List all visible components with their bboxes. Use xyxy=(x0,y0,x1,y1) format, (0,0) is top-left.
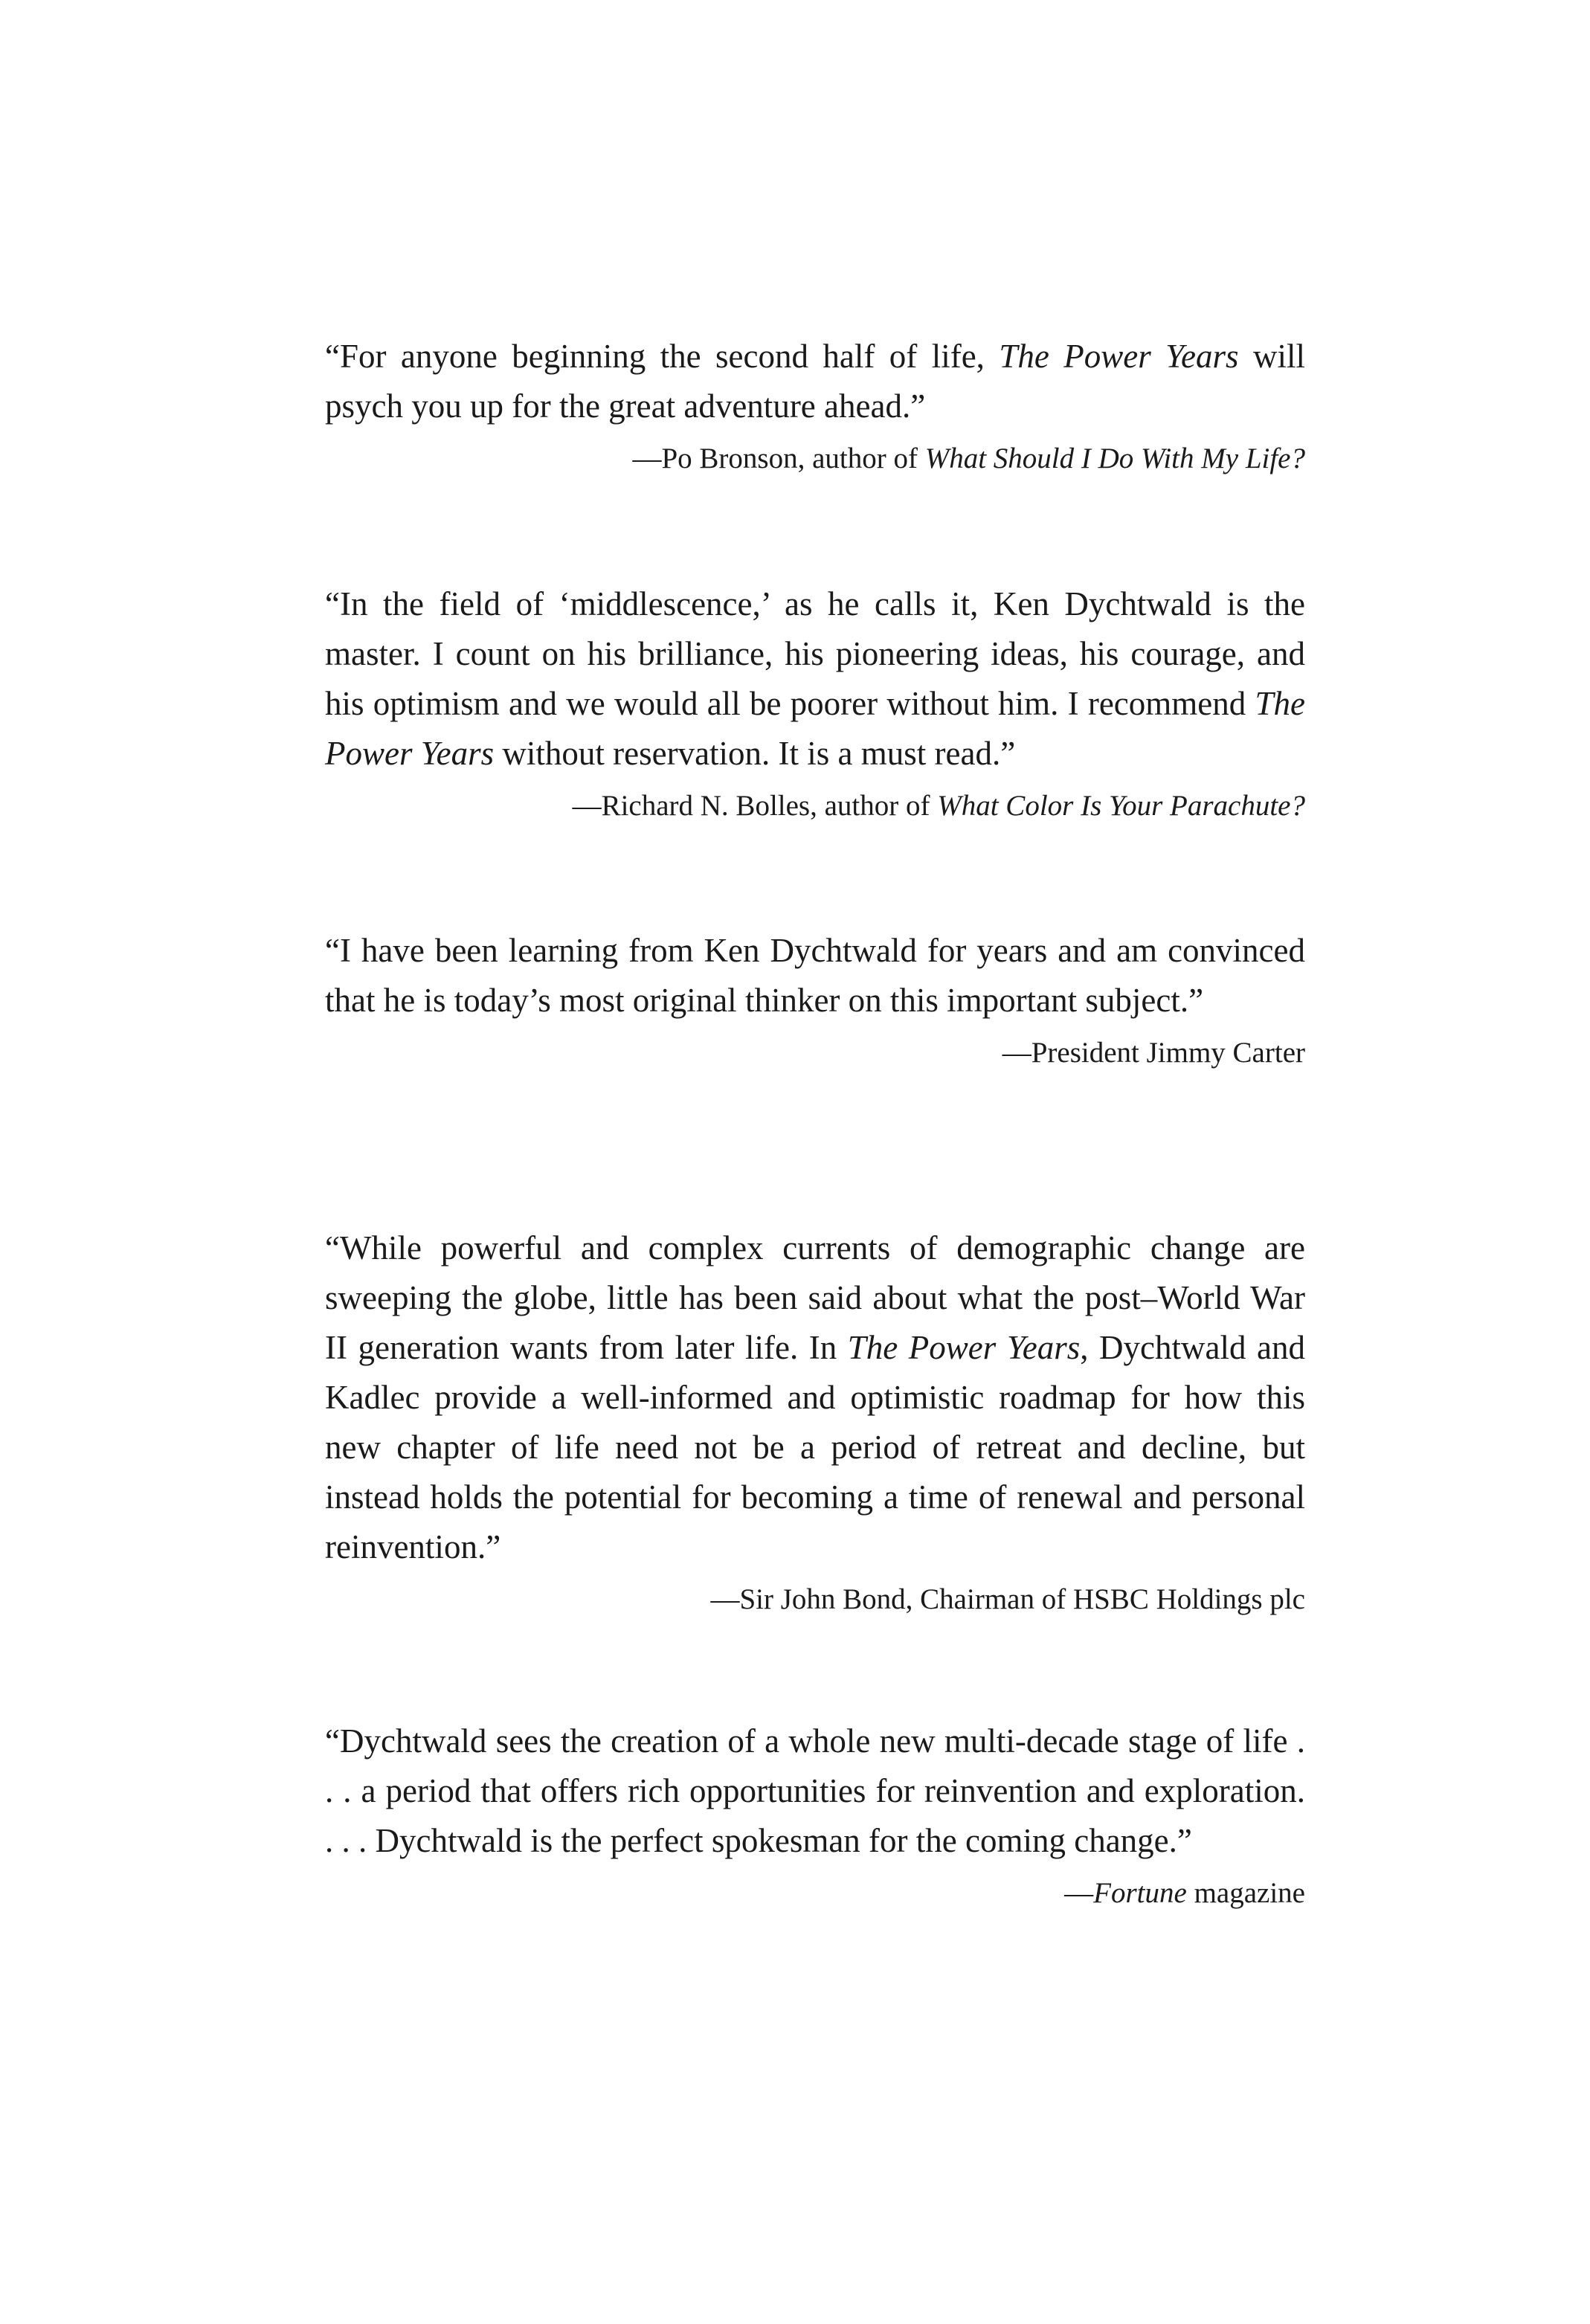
book-title: The Power Years xyxy=(847,1329,1081,1366)
testimonial-quote: “I have been learning from Ken Dychtwald for years and am convinced that he is today’s most original thinker on this important subject.” xyxy=(325,932,1305,1019)
book-title: The Power Years xyxy=(325,685,1305,772)
testimonial-fortune xyxy=(325,1716,1305,1916)
testimonial-john-bond xyxy=(325,1223,1305,1623)
testimonial-attribution: —President Jimmy Carter xyxy=(1002,1037,1305,1069)
testimonial-attribution: —Fortune magazine xyxy=(1064,1877,1305,1909)
testimonial-richard-bolles xyxy=(325,579,1305,829)
publication-name: Fortune xyxy=(1093,1877,1187,1909)
testimonial-po-bronson xyxy=(325,332,1305,482)
testimonial-quote: “Dychtwald sees the creation of a whole new multi-decade stage of life . . . a period that offers rich opportunities for reinvention and exploration. . . . Dychtwald is the perfect spokesman for the coming change.” xyxy=(325,1722,1305,1859)
testimonial-attribution: —Sir John Bond, Chairman of HSBC Holdings plc xyxy=(710,1583,1305,1615)
book-title: What Color Is Your Parachute? xyxy=(937,790,1305,822)
testimonial-attribution: —Richard N. Bolles, author of What Color Is Your Parachute? xyxy=(572,790,1305,822)
testimonial-quote: “In the field of ‘middlescence,’ as he calls it, Ken Dychtwald is the master. I count on his brilliance, his pioneering ideas, his courage, and his optimism and we would all be poorer without him. I recommend The Power Years without reservation. It is a must read.” xyxy=(325,585,1305,772)
testimonial-quote: “For anyone beginning the second half of life, The Power Years will psych you up for the great adventure ahead.” xyxy=(325,338,1305,425)
testimonial-quote: “While powerful and complex currents of demographic change are sweeping the globe, little has been said about what the post–World War II generation wants from later life. In The Power Years, Dychtwald and Kadlec provide a well-informed and optimistic roadmap for how this new chapter of life need not be a period of retreat and decline, but instead holds the potential for becoming a time of renewal and personal reinvention.” xyxy=(325,1229,1305,1565)
book-title: What Should I Do With My Life? xyxy=(924,442,1305,474)
book-title: The Power Years xyxy=(999,338,1239,375)
testimonial-jimmy-carter xyxy=(325,926,1305,1076)
testimonial-attribution: —Po Bronson, author of What Should I Do With My Life? xyxy=(632,442,1305,474)
